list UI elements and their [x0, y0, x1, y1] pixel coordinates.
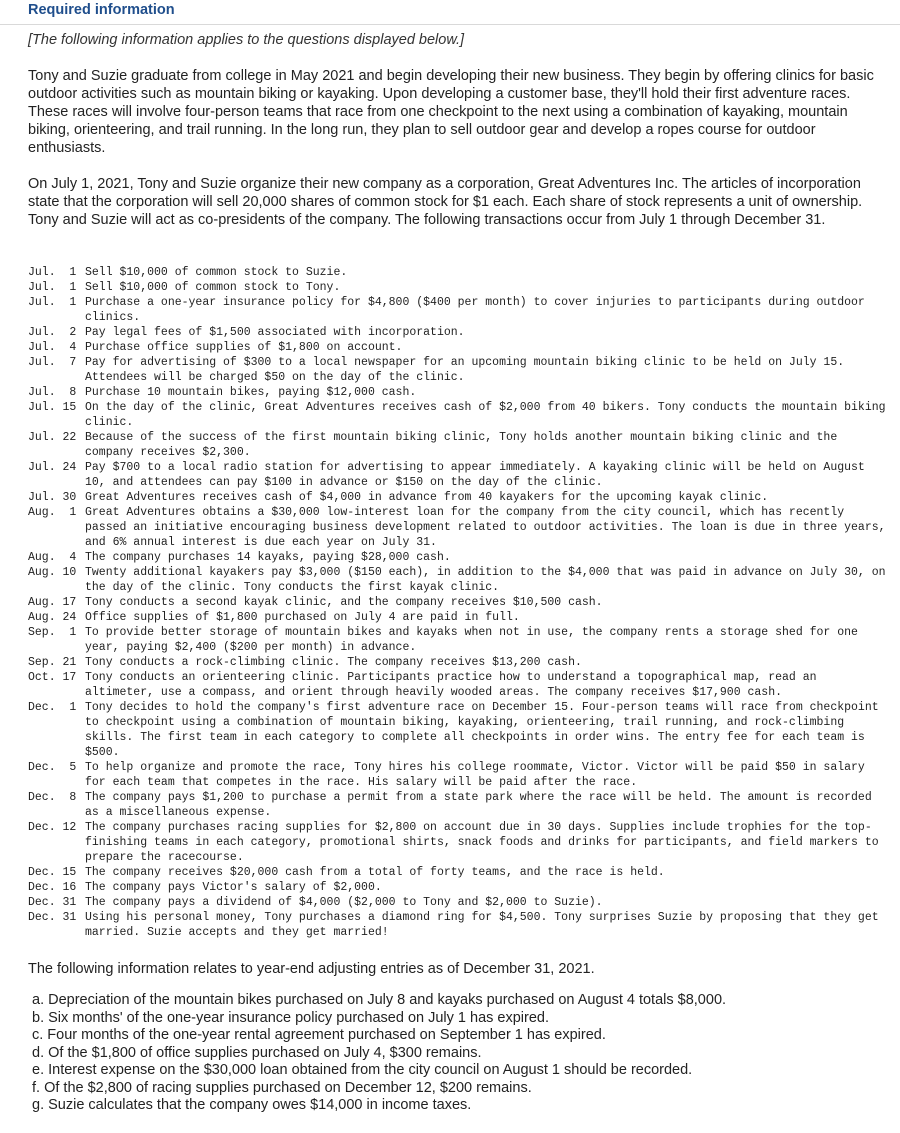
transaction-description: Purchase 10 mountain bikes, paying $12,000 cash.: [85, 386, 417, 399]
adjusting-entry-item: f. Of the $2,800 of racing supplies purchased on December 12, $200 remains.: [32, 1079, 532, 1096]
transaction-row: [28, 655, 888, 670]
transaction-date: Jul. 1: [28, 281, 77, 294]
transaction-description: Tony decides to hold the company's first adventure race on December 15. Four-person teams will race from checkpoint to checkpoint using a combination of mountain biking, kayaking, orienteering, trail running, and rock-climbing skills. The first team in each category to complete all checkpoints in order wins. The entry fee for each team is $500.: [85, 701, 879, 759]
transaction-description: Sell $10,000 of common stock to Tony.: [85, 281, 341, 294]
transaction-date: Aug. 24: [28, 611, 77, 624]
transaction-row: [28, 295, 888, 325]
incorporation-paragraph: On July 1, 2021, Tony and Suzie organize their new company as a corporation, Great Adventures Inc. The articles of incorporation state that the corporation will sell 20,000 shares of common stock for $1 each. Each share of stock represents a unit of ownership. Tony and Suzie will act as co-presidents of the company. The following transactions occur from July 1 through December 31.: [28, 176, 863, 228]
transaction-row: [28, 610, 888, 625]
transaction-row: [28, 460, 888, 490]
transaction-description: Pay for advertising of $300 to a local newspaper for an upcoming mountain biking clinic to be held on July 15. Attendees will be charged $50 on the day of the clinic.: [85, 356, 845, 384]
transaction-row: [28, 385, 888, 400]
transaction-description: Great Adventures obtains a $30,000 low-interest loan for the company from the city council, which has recently passed an initiative encouraging business development related to outdoor activities. The loan is due in three years, and 6% annual interest is due each year on July 31.: [85, 506, 886, 549]
transaction-description: The company purchases 14 kayaks, paying $28,000 cash.: [85, 551, 451, 564]
transaction-description: The company pays Victor's salary of $2,000.: [85, 881, 382, 894]
intro-paragraph: Tony and Suzie graduate from college in May 2021 and begin developing their new business. They begin by offering clinics for basic outdoor activities such as mountain biking or kayaking. Upon developing a customer base, they'll hold their first adventure races. These races will involve four-person teams that race from one checkpoint to the next using a combination of kayaking, mountain biking, orienteering, and trail running. In the long run, they plan to sell outdoor gear and develop a ropes course for outdoor enthusiasts.: [28, 68, 874, 156]
transaction-date: Jul. 30: [28, 491, 77, 504]
required-information-heading: Required information: [28, 2, 175, 18]
transaction-date: Dec. 5: [28, 761, 77, 774]
transaction-description: Office supplies of $1,800 purchased on July 4 are paid in full.: [85, 611, 520, 624]
transaction-date: Jul. 15: [28, 401, 77, 414]
transaction-row: [28, 865, 888, 880]
transaction-row: [28, 700, 888, 760]
transaction-description: Using his personal money, Tony purchases a diamond ring for $4,500. Tony surprises Suzie by proposing that they get married. Suzie accepts and they get married!: [85, 911, 879, 939]
transaction-date: Dec. 31: [28, 911, 77, 924]
transaction-row: [28, 505, 888, 550]
transaction-row: [28, 355, 888, 385]
adjusting-entries-list: [32, 992, 882, 1115]
transaction-row: [28, 325, 888, 340]
transaction-row: [28, 265, 888, 280]
transaction-description: To help organize and promote the race, Tony hires his college roommate, Victor. Victor will be paid $50 in salary for each team that competes in the race. His salary will be paid after the race.: [85, 761, 865, 789]
transaction-description: Purchase a one-year insurance policy for $4,800 ($400 per month) to cover injuries to participants during outdoor clinics.: [85, 296, 865, 324]
transaction-date: Aug. 10: [28, 566, 77, 579]
transaction-date: Dec. 12: [28, 821, 77, 834]
transaction-description: Tony conducts a rock-climbing clinic. The company receives $13,200 cash.: [85, 656, 582, 669]
adjusting-entry-item: d. Of the $1,800 of office supplies purchased on July 4, $300 remains.: [32, 1044, 482, 1061]
transaction-description: Pay $700 to a local radio station for advertising to appear immediately. A kayaking clinic will be held on August 10, and attendees can pay $100 in advance or $150 on the day of the clinic.: [85, 461, 865, 489]
transactions-list: [28, 265, 888, 940]
transaction-row: [28, 400, 888, 430]
transaction-description: Great Adventures receives cash of $4,000 in advance from 40 kayakers for the upcoming kayak clinic.: [85, 491, 769, 504]
transaction-row: [28, 430, 888, 460]
adjusting-entry-item: b. Six months' of the one-year insurance policy purchased on July 1 has expired.: [32, 1009, 550, 1026]
transaction-description: The company pays $1,200 to purchase a permit from a state park where the race will be held. The amount is recorded as a miscellaneous expense.: [85, 791, 872, 819]
transaction-date: Jul. 7: [28, 356, 77, 369]
transaction-date: Jul. 1: [28, 296, 77, 309]
transaction-date: Jul. 4: [28, 341, 77, 354]
transaction-description: Tony conducts an orienteering clinic. Participants practice how to understand a topographical map, read an altimeter, use a compass, and orient through heavily wooded areas. The company receives $17,900 cash.: [85, 671, 817, 699]
transaction-description: To provide better storage of mountain bikes and kayaks when not in use, the company rents a storage shed for one year, paying $2,400 ($200 per month) in advance.: [85, 626, 858, 654]
adjusting-entry-item: c. Four months of the one-year rental agreement purchased on September 1 has expired.: [32, 1027, 606, 1043]
transaction-description: The company purchases racing supplies for $2,800 on account due in 30 days. Supplies include trophies for the top-finishing teams in each category, promotional shirts, snack foods and drinks for participants, and field markers to prepare the racecourse.: [85, 821, 879, 864]
transaction-row: [28, 820, 888, 865]
transaction-description: The company pays a dividend of $4,000 ($2,000 to Tony and $2,000 to Suzie).: [85, 896, 603, 909]
transaction-date: Jul. 22: [28, 431, 77, 444]
transaction-date: Jul. 8: [28, 386, 77, 399]
transaction-date: Aug. 1: [28, 506, 77, 519]
transaction-row: [28, 625, 888, 655]
transaction-date: Jul. 24: [28, 461, 77, 474]
transaction-date: Oct. 17: [28, 671, 77, 684]
transaction-date: Dec. 8: [28, 791, 77, 804]
transaction-row: [28, 910, 888, 940]
transaction-date: Dec. 15: [28, 866, 77, 879]
adjusting-entry-item: g. Suzie calculates that the company owes $14,000 in income taxes.: [32, 1097, 472, 1113]
transaction-row: [28, 565, 888, 595]
transaction-row: [28, 490, 888, 505]
transaction-description: Twenty additional kayakers pay $3,000 ($150 each), in addition to the $4,000 that was paid in advance on July 30, on the day of the clinic. Tony conducts the first kayak clinic.: [85, 566, 886, 594]
transaction-description: Because of the success of the first mountain biking clinic, Tony holds another mountain biking clinic and the company receives $2,300.: [85, 431, 838, 459]
transaction-row: [28, 760, 888, 790]
transaction-date: Jul. 2: [28, 326, 77, 339]
transaction-row: [28, 340, 888, 355]
transaction-date: Sep. 21: [28, 656, 77, 669]
transaction-row: [28, 895, 888, 910]
transaction-date: Dec. 31: [28, 896, 77, 909]
transaction-description: The company receives $20,000 cash from a total of forty teams, and the race is held.: [85, 866, 665, 879]
transaction-date: Dec. 1: [28, 701, 77, 714]
transaction-description: Tony conducts a second kayak clinic, and the company receives $10,500 cash.: [85, 596, 603, 609]
adjusting-entry-item: a. Depreciation of the mountain bikes purchased on July 8 and kayaks purchased on August 4 totals $8,000.: [32, 992, 727, 1008]
adjusting-entry-item: e. Interest expense on the $30,000 loan obtained from the city council on August 1 should be recorded.: [32, 1062, 693, 1078]
transaction-description: Pay legal fees of $1,500 associated with incorporation.: [85, 326, 465, 339]
adjusting-entries-intro: The following information relates to year-end adjusting entries as of December 31, 2021.: [28, 961, 595, 977]
transaction-row: [28, 550, 888, 565]
transaction-date: Aug. 4: [28, 551, 77, 564]
transaction-row: [28, 670, 888, 700]
instructions-note: [The following information applies to the questions displayed below.]: [28, 32, 465, 48]
transaction-description: On the day of the clinic, Great Adventures receives cash of $2,000 from 40 bikers. Tony conducts the mountain biking clinic.: [85, 401, 886, 429]
transaction-description: Purchase office supplies of $1,800 on account.: [85, 341, 403, 354]
transaction-date: Sep. 1: [28, 626, 77, 639]
transaction-row: [28, 880, 888, 895]
transaction-description: Sell $10,000 of common stock to Suzie.: [85, 266, 348, 279]
transaction-date: Aug. 17: [28, 596, 77, 609]
transaction-date: Jul. 1: [28, 266, 77, 279]
transaction-date: Dec. 16: [28, 881, 77, 894]
transaction-row: [28, 595, 888, 610]
transaction-row: [28, 280, 888, 295]
divider: [0, 24, 900, 25]
transaction-row: [28, 790, 888, 820]
